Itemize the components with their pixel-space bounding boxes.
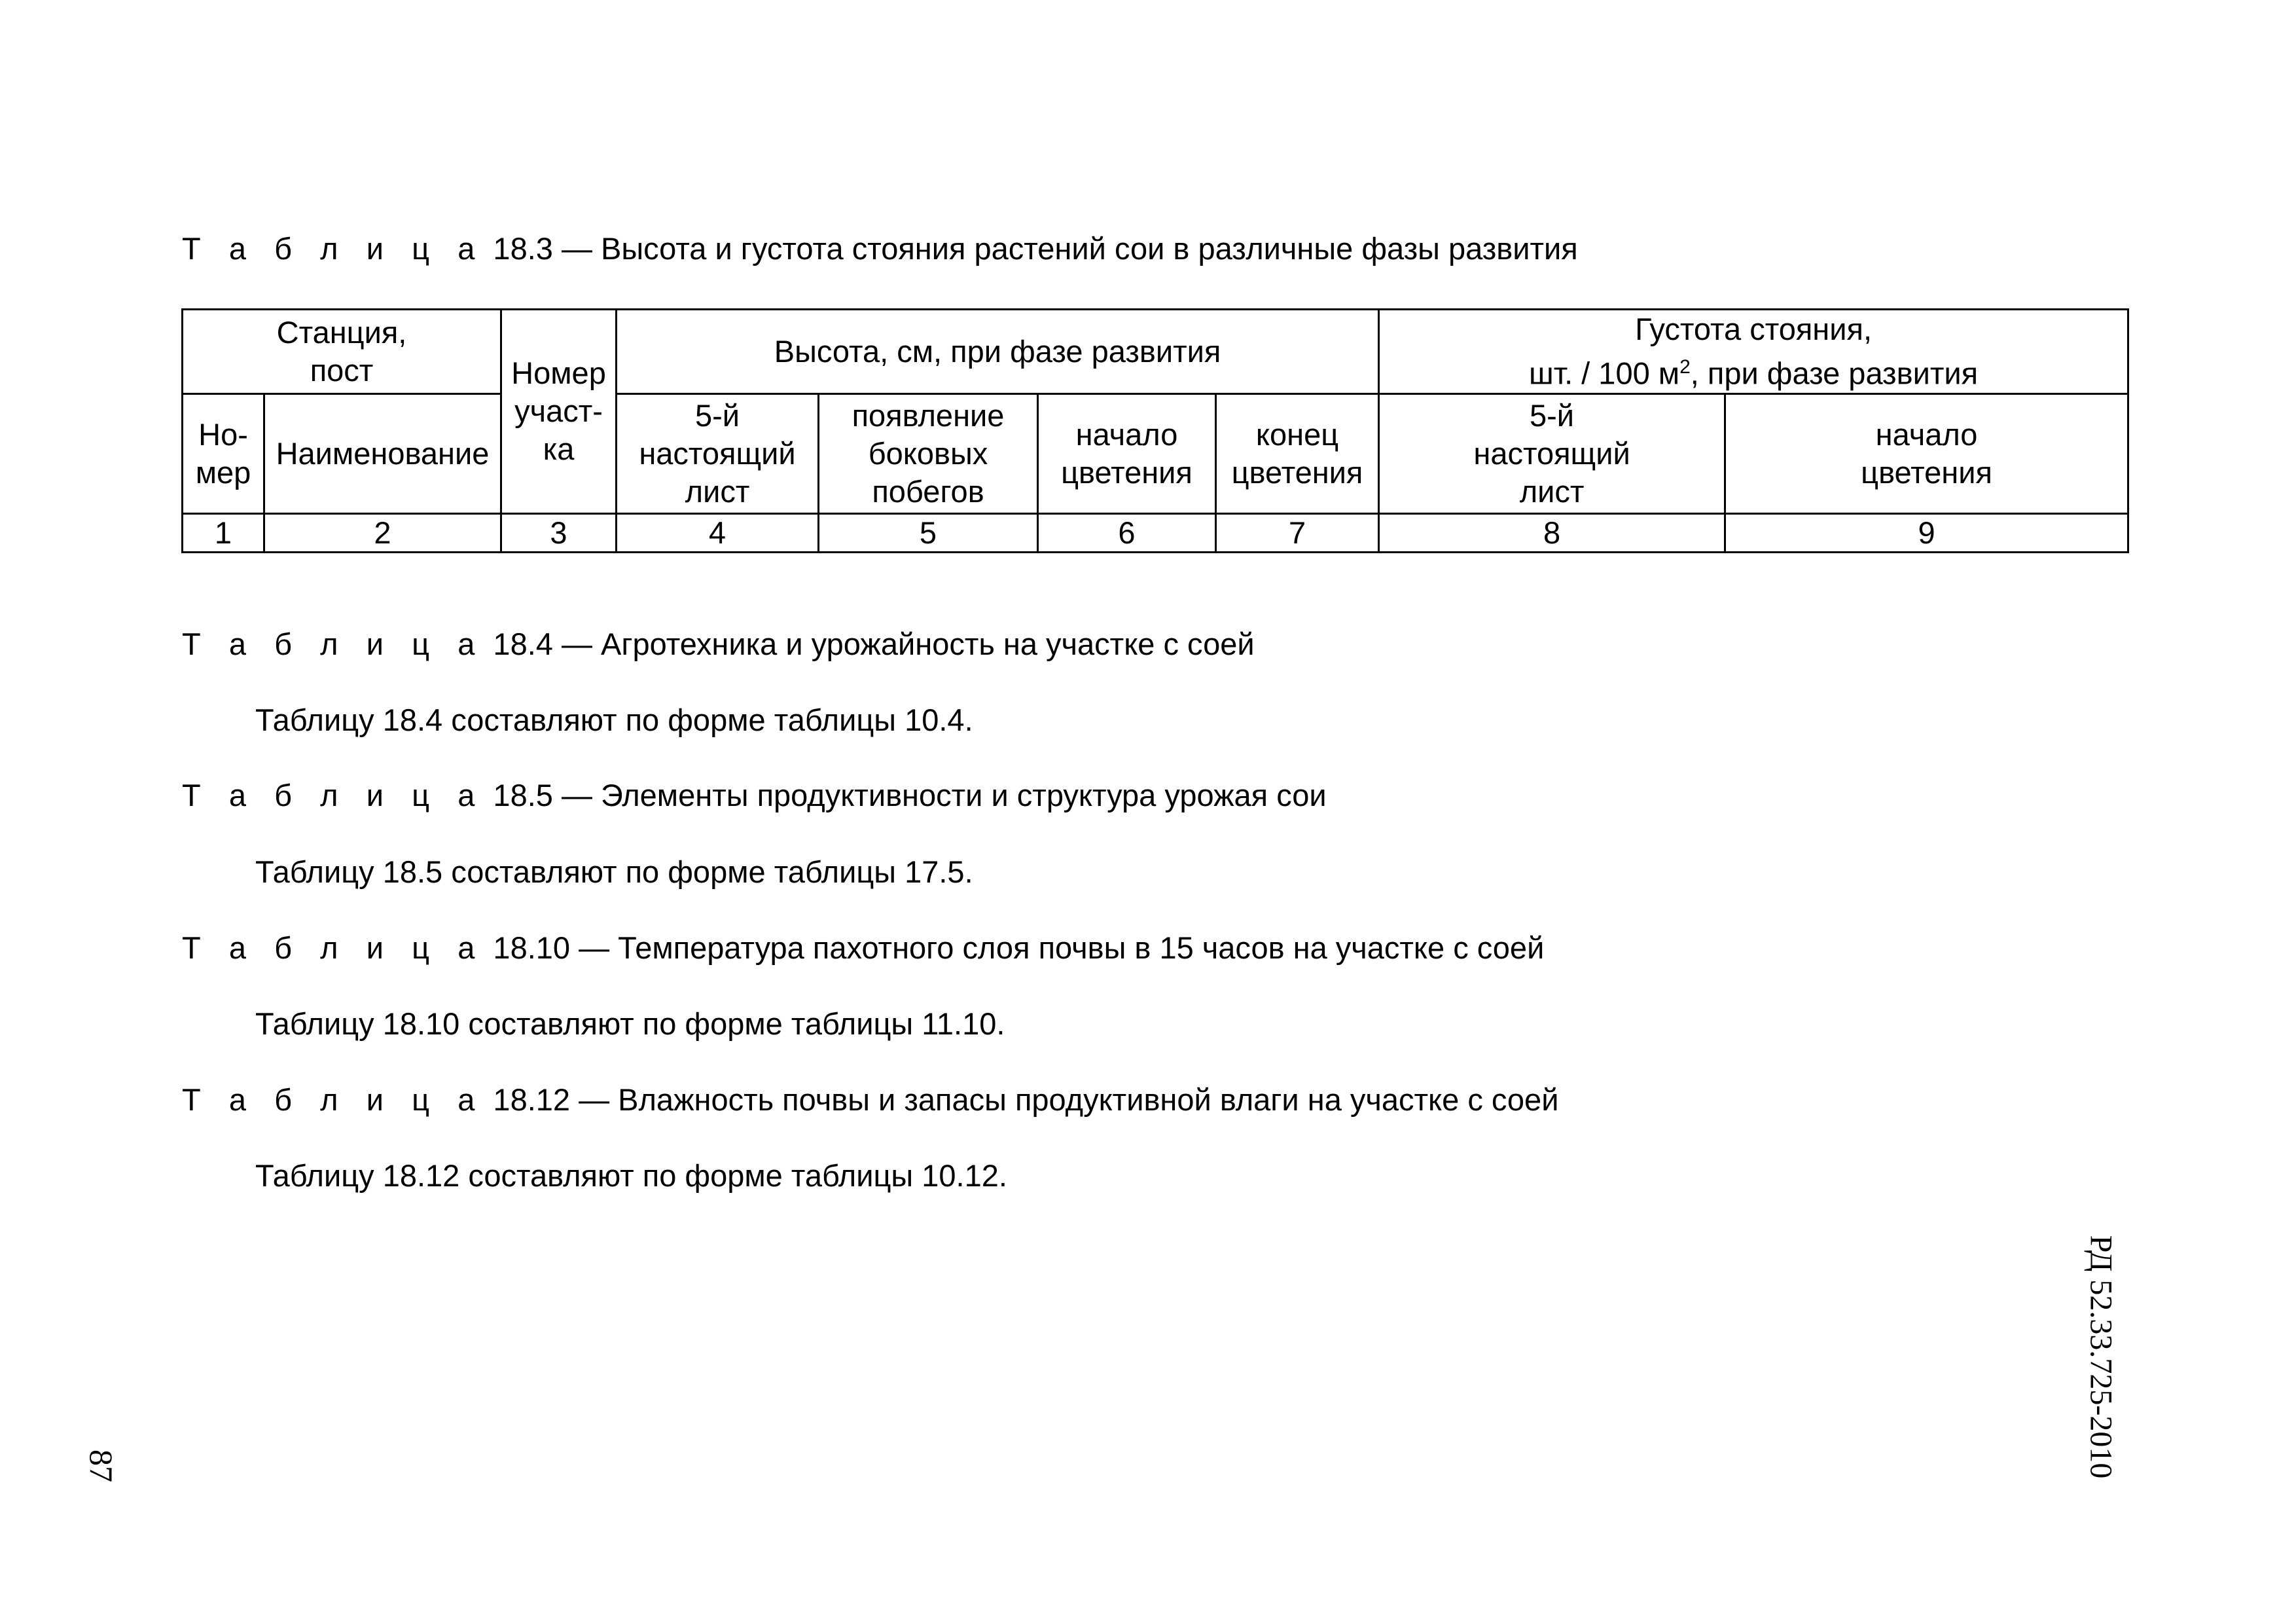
- column-number: 5: [819, 513, 1038, 552]
- header-height-5th-leaf-line-1: 5-й: [694, 397, 740, 433]
- header-plot-number-line-2: участ-: [514, 393, 603, 429]
- column-number: 1: [183, 513, 264, 552]
- header-height-side-shoots-line-1: появление: [852, 397, 1005, 433]
- header-name: Наименование: [264, 393, 501, 513]
- caption-prefix: Т а б л и ц а: [182, 930, 485, 965]
- header-number-line-1: Но-: [198, 416, 248, 452]
- header-height-5th-leaf-line-3: лист: [685, 473, 750, 509]
- table-18-12-note: Таблицу 18.12 составляют по форме таблицы 10.12.: [255, 1158, 1007, 1193]
- table-18-5-caption: [182, 776, 1327, 815]
- caption-prefix: Т а б л и ц а: [182, 231, 485, 266]
- header-density-flowering-start-line-1: начало: [1875, 416, 1978, 452]
- page-number: 87: [83, 1450, 120, 1482]
- column-number-row: [183, 513, 2128, 552]
- header-height-flowering-end-line-1: конец: [1255, 416, 1339, 452]
- header-number: [183, 393, 264, 513]
- caption-prefix: Т а б л и ц а: [182, 1082, 485, 1117]
- header-height-5th-leaf: [617, 393, 819, 513]
- header-number-line-2: мер: [195, 454, 251, 490]
- caption-text: 18.5 — Элементы продуктивности и структура урожая сои: [484, 778, 1327, 812]
- caption-text: 18.3 — Высота и густота стояния растений сои в различные фазы развития: [484, 231, 1578, 266]
- header-height-side-shoots: [819, 393, 1038, 513]
- header-density-phase: , при фазе развития: [1690, 356, 1979, 391]
- column-number: 7: [1216, 513, 1379, 552]
- table-18-12-caption: [182, 1080, 1558, 1120]
- column-number: 3: [501, 513, 617, 552]
- header-density-5th-leaf-line-3: лист: [1519, 473, 1585, 509]
- header-height-side-shoots-line-3: побегов: [872, 473, 984, 509]
- header-plot-number-line-1: Номер: [511, 356, 606, 391]
- caption-text: 18.4 — Агротехника и урожайность на участке с соей: [484, 627, 1255, 661]
- table-18-3: [181, 308, 2129, 553]
- header-height-flowering-start-line-2: цветения: [1061, 454, 1193, 490]
- header-height-5th-leaf-line-2: настоящий: [639, 435, 796, 471]
- caption-text: 18.12 — Влажность почвы и запасы продуктивной влаги на участке с соей: [484, 1082, 1559, 1117]
- table-18-10-caption: [182, 928, 1544, 968]
- header-station-post-line-1: Станция,: [276, 314, 407, 350]
- table-18-4-note: Таблицу 18.4 составляют по форме таблицы 10.4.: [255, 702, 973, 737]
- header-row-2: [183, 393, 2128, 513]
- column-number: 4: [617, 513, 819, 552]
- header-height-flowering-start-line-1: начало: [1075, 416, 1178, 452]
- table-18-10-note: Таблицу 18.10 составляют по форме таблицы 11.10.: [255, 1006, 1005, 1041]
- header-density-group: [1379, 310, 2128, 394]
- caption-prefix: Т а б л и ц а: [182, 778, 485, 812]
- header-density-unit: шт. / 100 м: [1529, 356, 1680, 391]
- header-plot-number-line-3: ка: [543, 431, 575, 467]
- column-number: 8: [1379, 513, 1725, 552]
- header-height-side-shoots-line-2: боковых: [868, 435, 988, 471]
- header-density-5th-leaf-line-1: 5-й: [1530, 397, 1575, 433]
- header-density-5th-leaf: [1379, 393, 1725, 513]
- header-station-post: [183, 310, 501, 394]
- header-density-line-1: Густота стояния,: [1635, 312, 1872, 346]
- table-18-4-caption: [182, 625, 1255, 664]
- header-height-flowering-end-line-2: цветения: [1231, 454, 1363, 490]
- header-density-flowering-start-line-2: цветения: [1861, 454, 1992, 490]
- column-number: 2: [264, 513, 501, 552]
- header-density-flowering-start: [1725, 393, 2128, 513]
- header-density-5th-leaf-line-2: настоящий: [1473, 435, 1630, 471]
- header-height-group: Высота, см, при фазе развития: [617, 310, 1379, 394]
- header-density-line-2: [1382, 348, 2125, 393]
- header-height-flowering-start: [1038, 393, 1216, 513]
- caption-text: 18.10 — Температура пахотного слоя почвы в 15 часов на участке с соей: [484, 930, 1545, 965]
- document-code: РД 52.33.725-2010: [2083, 1235, 2119, 1479]
- header-station-post-line-2: пост: [310, 352, 374, 388]
- header-plot-number: [501, 310, 617, 514]
- table-18-5-note: Таблицу 18.5 составляют по форме таблицы 17.5.: [255, 854, 973, 889]
- column-number: 6: [1038, 513, 1216, 552]
- table-18-3-caption: [182, 229, 1578, 268]
- caption-prefix: Т а б л и ц а: [182, 627, 485, 661]
- column-number: 9: [1725, 513, 2128, 552]
- header-height-flowering-end: [1216, 393, 1379, 513]
- header-row-1: [183, 310, 2128, 394]
- header-density-superscript: 2: [1679, 356, 1691, 378]
